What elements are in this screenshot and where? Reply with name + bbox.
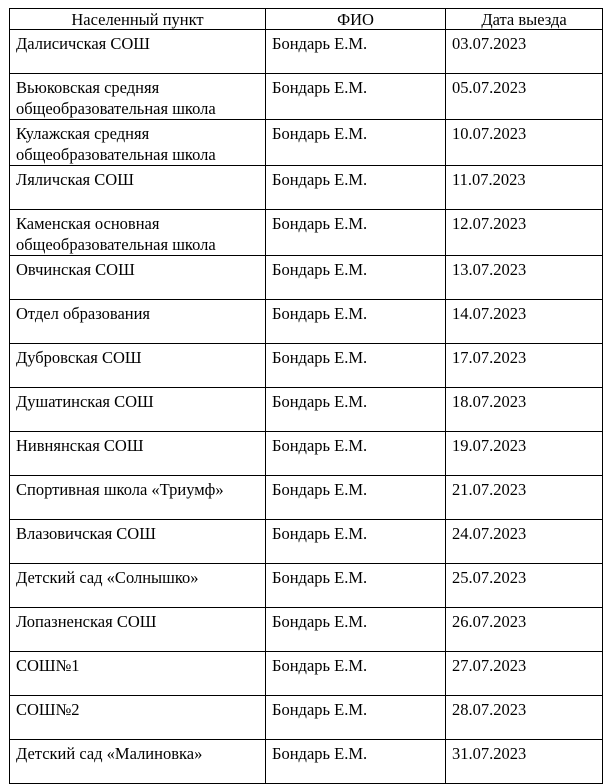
cell-date: 05.07.2023 <box>446 74 603 120</box>
table-row <box>10 564 603 608</box>
header-place: Населенный пункт <box>10 9 266 30</box>
cell-date: 24.07.2023 <box>446 520 603 564</box>
cell-name: Бондарь Е.М. <box>266 520 446 564</box>
cell-name: Бондарь Е.М. <box>266 696 446 740</box>
cell-place: Вьюковская средняя общеобразовательная школа <box>10 74 266 120</box>
table-row <box>10 652 603 696</box>
table-row <box>10 74 603 120</box>
table-row <box>10 388 603 432</box>
cell-place: Овчинская СОШ <box>10 256 266 300</box>
cell-name: Бондарь Е.М. <box>266 166 446 210</box>
header-date: Дата выезда <box>446 9 603 30</box>
cell-place: Кулажская средняя общеобразовательная школа <box>10 120 266 166</box>
table-row <box>10 210 603 256</box>
cell-date: 21.07.2023 <box>446 476 603 520</box>
table-row <box>10 476 603 520</box>
cell-place: Каменская основная общеобразовательная школа <box>10 210 266 256</box>
table-row <box>10 696 603 740</box>
table-row <box>10 30 603 74</box>
table-row <box>10 166 603 210</box>
cell-place: Детский сад «Солнышко» <box>10 564 266 608</box>
cell-name: Бондарь Е.М. <box>266 476 446 520</box>
cell-date: 31.07.2023 <box>446 740 603 784</box>
cell-date: 13.07.2023 <box>446 256 603 300</box>
cell-date: 26.07.2023 <box>446 608 603 652</box>
cell-name: Бондарь Е.М. <box>266 120 446 166</box>
cell-date: 27.07.2023 <box>446 652 603 696</box>
cell-name: Бондарь Е.М. <box>266 388 446 432</box>
cell-place: Лопазненская СОШ <box>10 608 266 652</box>
cell-place: Детский сад «Малиновка» <box>10 740 266 784</box>
cell-place: Отдел образования <box>10 300 266 344</box>
cell-date: 17.07.2023 <box>446 344 603 388</box>
cell-place: Дубровская СОШ <box>10 344 266 388</box>
cell-name: Бондарь Е.М. <box>266 564 446 608</box>
cell-place: Нивнянская СОШ <box>10 432 266 476</box>
table-row <box>10 608 603 652</box>
cell-name: Бондарь Е.М. <box>266 344 446 388</box>
cell-date: 19.07.2023 <box>446 432 603 476</box>
cell-date: 14.07.2023 <box>446 300 603 344</box>
cell-name: Бондарь Е.М. <box>266 608 446 652</box>
cell-place: СОШ№2 <box>10 696 266 740</box>
cell-date: 28.07.2023 <box>446 696 603 740</box>
cell-date: 03.07.2023 <box>446 30 603 74</box>
cell-date: 10.07.2023 <box>446 120 603 166</box>
table-row <box>10 300 603 344</box>
cell-date: 12.07.2023 <box>446 210 603 256</box>
cell-place: Спортивная школа «Триумф» <box>10 476 266 520</box>
cell-name: Бондарь Е.М. <box>266 256 446 300</box>
header-name: ФИО <box>266 9 446 30</box>
table-row <box>10 256 603 300</box>
cell-name: Бондарь Е.М. <box>266 210 446 256</box>
table-row <box>10 344 603 388</box>
table-header-row <box>10 9 603 30</box>
cell-place: Влазовичская СОШ <box>10 520 266 564</box>
cell-name: Бондарь Е.М. <box>266 74 446 120</box>
cell-date: 18.07.2023 <box>446 388 603 432</box>
cell-date: 25.07.2023 <box>446 564 603 608</box>
table-row <box>10 120 603 166</box>
cell-name: Бондарь Е.М. <box>266 652 446 696</box>
cell-name: Бондарь Е.М. <box>266 432 446 476</box>
cell-place: Далисичская СОШ <box>10 30 266 74</box>
cell-name: Бондарь Е.М. <box>266 30 446 74</box>
cell-place: Душатинская СОШ <box>10 388 266 432</box>
cell-date: 11.07.2023 <box>446 166 603 210</box>
cell-name: Бондарь Е.М. <box>266 300 446 344</box>
schedule-table <box>9 8 603 784</box>
cell-name: Бондарь Е.М. <box>266 740 446 784</box>
cell-place: Ляличская СОШ <box>10 166 266 210</box>
cell-place: СОШ№1 <box>10 652 266 696</box>
table-row <box>10 432 603 476</box>
table-row <box>10 520 603 564</box>
